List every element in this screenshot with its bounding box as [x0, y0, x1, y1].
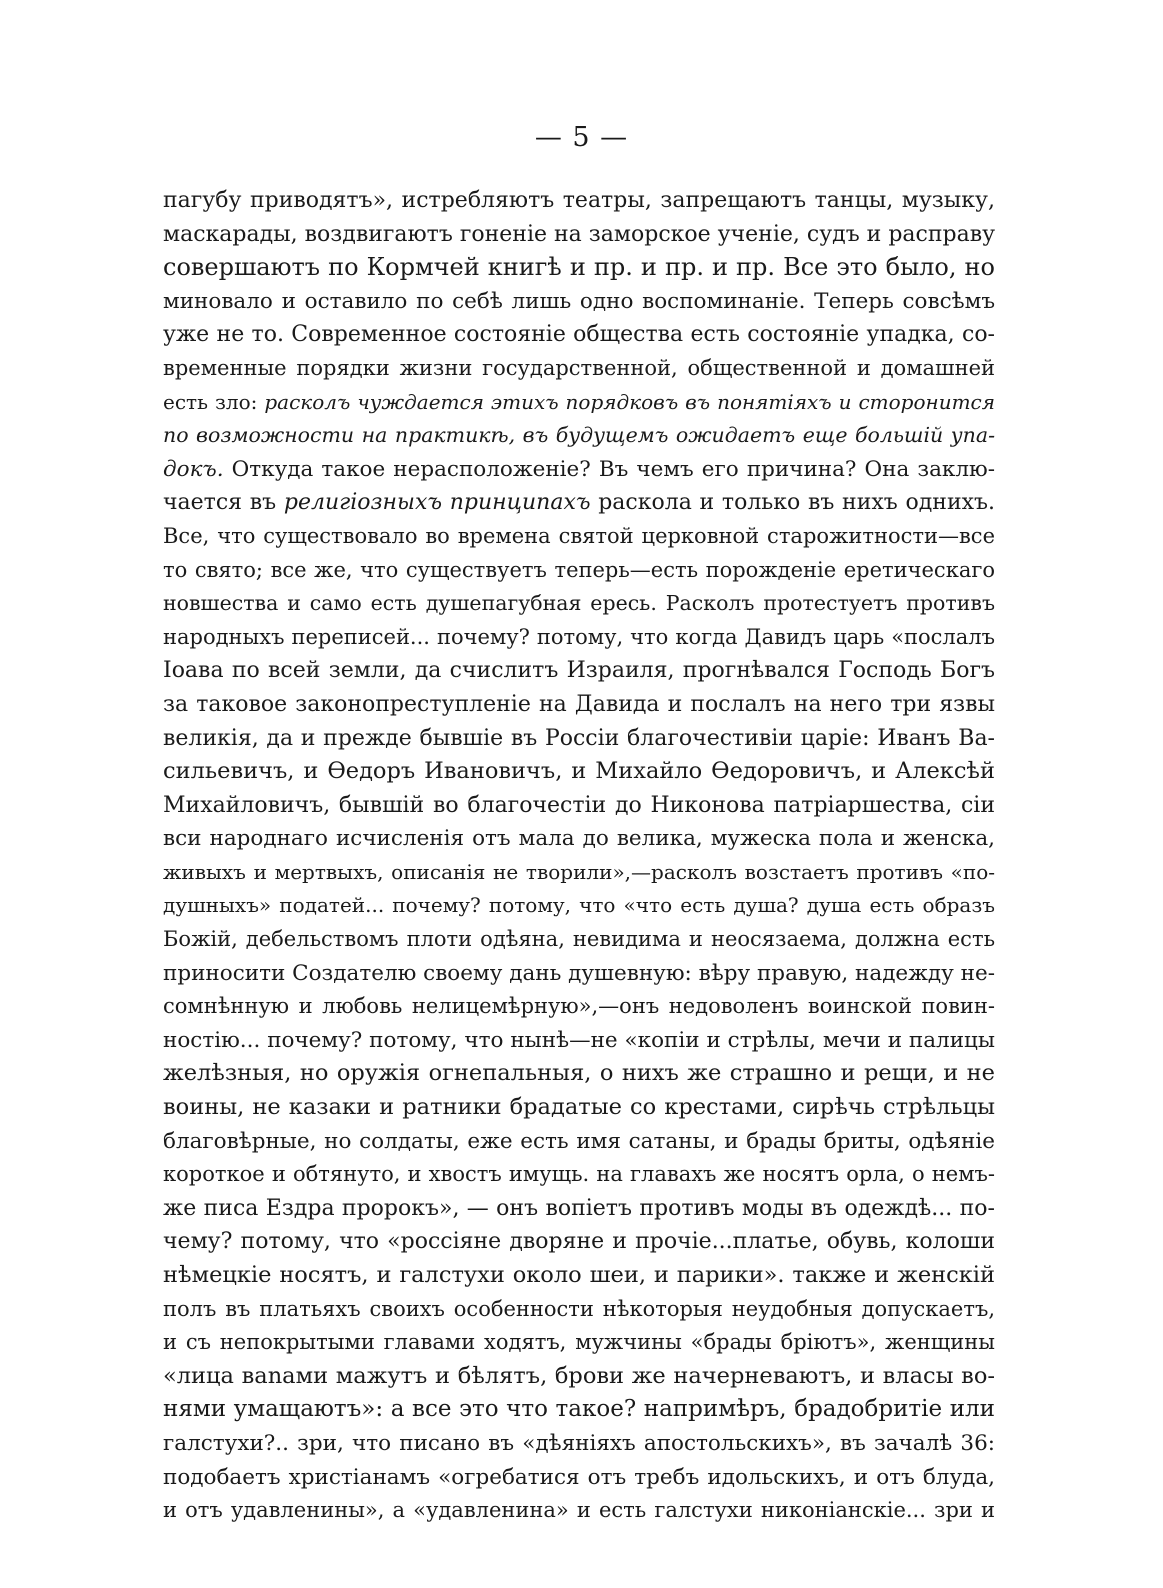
text-segment: за таковое законопреступленіе на Давида и послалъ на него три язвы	[163, 691, 995, 717]
text-segment: Михайловичъ, бывшій во благочестіи до Никонова патріаршества, сіи	[163, 792, 995, 818]
text-segment: и отъ удавленины», а «удавленина» и есть галстухи никоніанскіе... зри и	[163, 1498, 995, 1523]
text-line	[163, 1158, 995, 1192]
text-segment: совершаютъ по Кормчей книгѣ и пр. и пр. и пр. Все это было, но	[163, 253, 995, 282]
italic-text-segment: по возможности на практикѣ, въ будущемъ ожидаетъ еще большій упа-	[163, 423, 995, 448]
text-line	[163, 957, 995, 991]
text-line	[163, 822, 995, 856]
text-segment: чается въ	[163, 490, 284, 516]
text-line	[163, 1326, 995, 1360]
text-line	[163, 1057, 995, 1091]
text-segment: то свято; все же, что существуетъ теперь—есть порожденіе еретическаго	[163, 557, 995, 582]
text-segment: подобаетъ христіанамъ «огребатися отъ требъ идольскихъ, и отъ блуда,	[163, 1464, 995, 1490]
text-line	[163, 789, 995, 823]
italic-text-segment: докъ.	[163, 456, 224, 482]
text-line	[163, 722, 995, 756]
text-segment: сомнѣнную и любовь нелицемѣрную»,—онъ недоволенъ воинской повин-	[163, 994, 995, 1019]
text-line	[163, 318, 995, 352]
text-line	[163, 1360, 995, 1394]
italic-text-segment: религіозныхъ принципахъ	[283, 490, 591, 516]
text-line	[163, 621, 995, 655]
text-line	[163, 554, 995, 588]
italic-text-segment: расколъ чуждается этихъ порядковъ въ понятіяхъ и сторонится	[264, 389, 995, 414]
text-line	[163, 386, 995, 420]
text-segment: великія, да и прежде бывшіе въ Россіи благочестивіи царіе: Иванъ Ва-	[163, 725, 995, 751]
text-line	[163, 1024, 995, 1058]
text-line	[163, 453, 995, 487]
text-segment: уже не то. Современное состояніе общества есть состояніе упадка, со-	[163, 322, 995, 348]
text-segment: пагубу приводятъ», истребляютъ театры, запрещаютъ танцы, музыку,	[163, 188, 995, 213]
text-line	[163, 1091, 995, 1125]
text-segment: маскарады, воздвигаютъ гоненіе на заморское ученіе, судъ и расправу	[163, 221, 995, 247]
text-line	[163, 1225, 995, 1259]
text-segment: вси народнаго исчисленія отъ мала до велика, мужеска пола и женска,	[163, 826, 995, 852]
text-segment: нями умащаютъ»: а все это что такое? напримѣръ, брадобритіе или	[163, 1396, 995, 1423]
text-segment: чему? потому, что «россіяне дворяне и прочіе...платье, обувь, колоши	[163, 1229, 995, 1255]
text-line	[163, 251, 995, 285]
text-line	[163, 654, 995, 688]
text-line	[163, 1259, 995, 1293]
text-segment: новшества и само есть душепагубная ересь. Расколъ протестуетъ противъ	[163, 591, 995, 616]
text-segment: Откуда такое нерасположеніе? Въ чемъ его причина? Она заклю-	[223, 456, 995, 482]
text-segment: Божій, дебельствомъ плоти одѣяна, невидима и неосязаема, должна есть	[163, 927, 995, 952]
text-segment: ностію... почему? потому, что нынѣ—не «копіи и стрѣлы, мечи и палицы	[163, 1027, 995, 1053]
text-segment: Все, что существовало во времена святой церковной старожитности—все	[163, 523, 995, 548]
text-segment: сильевичъ, и Ѳедоръ Ивановичъ, и Михайло Ѳедоровичъ, и Алексѣй	[163, 758, 995, 785]
text-line	[163, 218, 995, 252]
text-line	[163, 285, 995, 319]
text-line	[163, 923, 995, 957]
text-segment: короткое и обтянуто, и хвостъ имущь. на главахъ же носятъ орла, о немъ-	[163, 1162, 995, 1187]
text-line	[163, 486, 995, 520]
text-segment: «лица ваnами мажутъ и бѣлятъ, брови же начерневаютъ, и власы во-	[163, 1362, 995, 1389]
text-line	[163, 1427, 995, 1461]
text-segment: временные порядки жизни государственной, общественной и домашней	[163, 355, 995, 380]
text-line	[163, 587, 995, 621]
text-line	[163, 1393, 995, 1427]
text-segment: благовѣрные, но солдаты, еже есть имя сатаны, и брады бриты, одѣяніе	[163, 1128, 995, 1154]
text-line	[163, 1293, 995, 1327]
text-segment: раскола и только въ нихъ однихъ.	[590, 490, 995, 516]
text-segment: воины, не казаки и ратники брадатые со крестами, сирѣчь стрѣльцы	[163, 1094, 995, 1121]
text-segment: и съ непокрытыми главами ходятъ, мужчины «брады бріютъ», женщины	[163, 1330, 995, 1355]
text-segment: Іоава по всей земли, да счислитъ Израиля, прогнѣвался Господь Богъ	[163, 658, 995, 684]
text-line	[163, 520, 995, 554]
text-segment: живыхъ и мертвыхъ, описанія не творили»,—расколъ возстаетъ противъ «по-	[163, 859, 995, 884]
text-line	[163, 688, 995, 722]
text-line	[163, 990, 995, 1024]
text-segment: желѣзныя, но оружія огнепальныя, о нихъ же страшно и рещи, и не	[163, 1060, 995, 1087]
body-text	[163, 184, 995, 1528]
text-segment: галстухи?.. зри, что писано въ «дѣяніяхъ апостольскихъ», въ зачалѣ 36:	[163, 1430, 995, 1456]
text-segment: приносити Создателю своему дань душевную: вѣру правую, надежду не-	[163, 960, 995, 986]
text-line	[163, 1125, 995, 1159]
text-line	[163, 889, 995, 923]
text-segment: же писа Ездра пророкъ», — онъ вопіетъ противъ моды въ одеждѣ... по-	[163, 1195, 995, 1221]
text-segment: душныхъ» податей... почему? потому, что «что есть душа? душа есть образъ	[163, 893, 995, 918]
text-line	[163, 1461, 995, 1495]
text-line	[163, 1494, 995, 1528]
page-number: — 5 —	[534, 122, 629, 153]
text-line	[163, 755, 995, 789]
text-segment: есть зло:	[163, 389, 265, 414]
text-line	[163, 352, 995, 386]
text-line	[163, 856, 995, 890]
text-line	[163, 419, 995, 453]
text-segment: нѣмецкіе носятъ, и галстухи около шеи, и парики». также и женскій	[163, 1262, 995, 1288]
text-segment: народныхъ переписей... почему? потому, что когда Давидъ царь «послалъ	[163, 624, 995, 649]
text-line	[163, 184, 995, 218]
text-line	[163, 1192, 995, 1226]
text-segment: миновало и оставило по себѣ лишь одно воспоминаніе. Теперь совсѣмъ	[163, 288, 995, 314]
text-segment: полъ въ платьяхъ своихъ особенности нѣкоторыя неудобныя допускаетъ,	[163, 1296, 995, 1321]
